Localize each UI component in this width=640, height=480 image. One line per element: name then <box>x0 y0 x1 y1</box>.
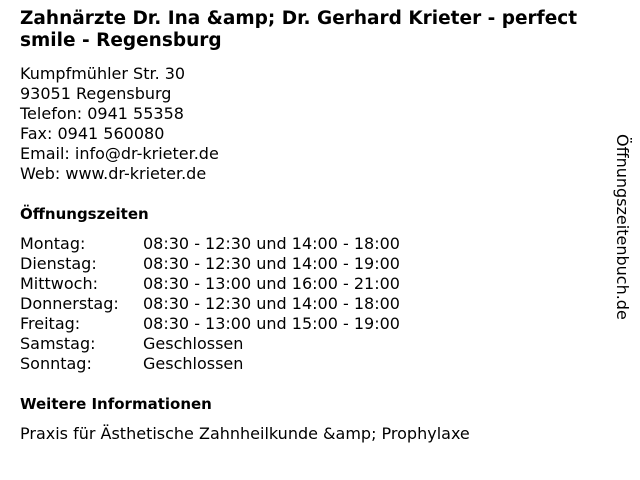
city: 93051 Regensburg <box>20 84 172 103</box>
email: Email: info@dr-krieter.de <box>20 144 219 163</box>
hours-heading: Öffnungszeiten <box>20 205 149 223</box>
day-label: Samstag: <box>20 334 96 353</box>
day-label: Freitag: <box>20 314 81 333</box>
hours-row <box>20 334 400 354</box>
side-brand-label: Öffnungszeitenbuch.de <box>613 134 632 320</box>
time-value: 08:30 - 12:30 und 14:00 - 18:00 <box>143 294 400 313</box>
time-value: Geschlossen <box>143 334 244 353</box>
hours-table <box>20 234 400 374</box>
day-label: Montag: <box>20 234 86 253</box>
phone: Telefon: 0941 55358 <box>20 104 184 123</box>
time-value: 08:30 - 13:00 und 16:00 - 21:00 <box>143 274 400 293</box>
info-text: Praxis für Ästhetische Zahnheilkunde &amp; Prophylaxe <box>20 424 470 443</box>
hours-row <box>20 234 400 254</box>
address-block <box>20 64 219 184</box>
street: Kumpfmühler Str. 30 <box>20 64 186 83</box>
time-value: 08:30 - 12:30 und 14:00 - 18:00 <box>143 234 400 253</box>
info-heading: Weitere Informationen <box>20 395 212 413</box>
time-value: Geschlossen <box>143 354 244 373</box>
hours-row <box>20 354 400 374</box>
page-title: Zahnärzte Dr. Ina &amp; Dr. Gerhard Krieter - perfect smile - Regensburg <box>20 8 578 51</box>
day-label: Sonntag: <box>20 354 92 373</box>
day-label: Donnerstag: <box>20 294 119 313</box>
hours-row <box>20 314 400 334</box>
hours-row <box>20 254 400 274</box>
website: Web: www.dr-krieter.de <box>20 164 207 183</box>
time-value: 08:30 - 12:30 und 14:00 - 19:00 <box>143 254 400 273</box>
time-value: 08:30 - 13:00 und 15:00 - 19:00 <box>143 314 400 333</box>
fax: Fax: 0941 560080 <box>20 124 165 143</box>
hours-row <box>20 294 400 314</box>
day-label: Dienstag: <box>20 254 97 273</box>
day-label: Mittwoch: <box>20 274 98 293</box>
hours-row <box>20 274 400 294</box>
